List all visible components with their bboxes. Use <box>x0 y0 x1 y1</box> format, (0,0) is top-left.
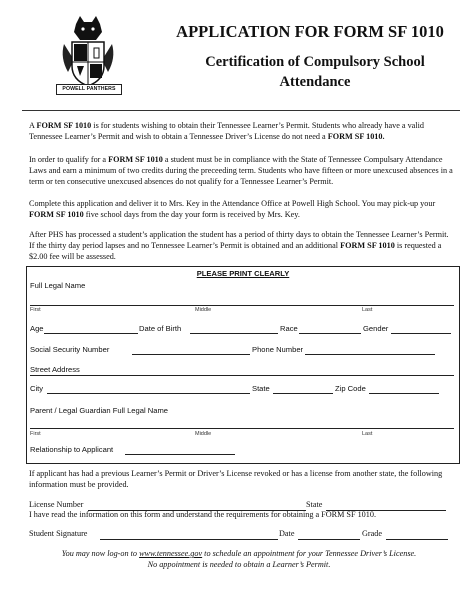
paragraph-intro <box>29 120 454 142</box>
signature-date-label: Date <box>279 529 295 538</box>
license-number-label: License Number <box>29 500 84 509</box>
date-of-birth-label: Date of Birth <box>139 324 182 333</box>
footer-note <box>20 548 458 570</box>
text: five school days from the day your form is received by Mrs. Key. <box>83 210 300 219</box>
full-legal-name-label: Full Legal Name <box>30 281 86 290</box>
street-address-label: Street Address <box>30 365 80 374</box>
license-state-label: State <box>306 500 323 509</box>
text: After PHS has processed a student’s application the student has a period of thirty days to obtain the Tennessee Learner’s Permit. If the thirty day period lapses and no Tennessee Learner’s Permit is obtained and an additional <box>29 230 449 250</box>
footer-line-2: No appointment is needed to obtain a Learner’s Permit. <box>147 560 331 569</box>
revoked-license-note: If applicant has had a previous Learner’s Permit or Driver’s License revoked or has a license from another state, the following information must be provided. <box>29 469 443 489</box>
phone-number-field[interactable] <box>305 354 435 355</box>
text-bold: FORM SF 1010 <box>36 121 92 130</box>
guardian-last-caption: Last <box>362 431 373 437</box>
text: Complete this application and deliver it to Mrs. Key in the Attendance Office at Powell High School. You may pick-up your <box>29 199 436 208</box>
page-subtitle <box>180 52 450 92</box>
zip-code-label: Zip Code <box>335 384 366 393</box>
signature-date-field[interactable] <box>298 539 360 540</box>
zip-code-field[interactable] <box>369 393 439 394</box>
city-field[interactable] <box>47 393 250 394</box>
age-field[interactable] <box>44 333 138 334</box>
paragraph-deliver <box>29 198 454 220</box>
ssn-field[interactable] <box>132 354 250 355</box>
text-bold: FORM SF 1010 <box>29 210 84 219</box>
crest-banner: POWELL PANTHERS <box>56 84 122 95</box>
guardian-name-field[interactable] <box>30 428 454 429</box>
text: You may now log-on to <box>61 549 140 558</box>
text: is for students wishing to obtain their Tennessee Learner’s Permit. Students who already have a valid Tennessee Learner’s Permit and wish to obtain a Tennessee Driver’s License do not need a <box>29 121 424 141</box>
gender-field[interactable] <box>391 333 451 334</box>
text: is requested a $2.00 fee will be assessed. <box>29 241 442 261</box>
applicant-form <box>26 266 460 464</box>
acknowledgement-text: I have read the information on this form and understand the requirements for obtaining a FORM SF 1010. <box>29 510 376 519</box>
print-clearly-heading: PLEASE PRINT CLEARLY <box>196 269 290 278</box>
race-label: Race <box>280 324 298 333</box>
state-label: State <box>252 384 270 393</box>
paragraph-thirty-days <box>29 229 454 262</box>
ssn-label: Social Security Number <box>30 345 110 354</box>
text-bold: FORM SF 1010 <box>108 155 163 164</box>
middle-name-caption: Middle <box>195 307 212 313</box>
subtitle-line-2: Attendance <box>279 74 351 90</box>
header-divider <box>22 110 460 111</box>
relationship-label: Relationship to Applicant <box>30 445 114 454</box>
gender-label: Gender <box>363 324 389 333</box>
grade-field[interactable] <box>386 539 448 540</box>
race-field[interactable] <box>299 333 361 334</box>
text: a student must be in compliance with the State of Tennessee Compulsary Attendance Laws and earn a minimum of two credits during the preceeding term. Students who have fifteen or more unexcused absences in a term or ten consecutive unexcused absences do not qualify for a Tennessee Learner’s Permit. <box>29 155 453 186</box>
guardian-name-label: Parent / Legal Guardian Full Legal Name <box>30 406 169 415</box>
phone-number-label: Phone Number <box>252 345 304 354</box>
last-name-caption: Last <box>362 307 373 313</box>
text: to schedule an appointment for your Tennessee Driver’s License. <box>202 549 417 558</box>
age-label: Age <box>30 324 44 333</box>
state-field[interactable] <box>273 393 333 394</box>
first-name-caption: First <box>30 307 41 313</box>
text: A <box>29 121 37 130</box>
paragraph-qualify <box>29 154 454 187</box>
footer-line-1 <box>20 548 458 559</box>
text-bold: FORM SF 1010. <box>327 132 385 141</box>
guardian-first-caption: First <box>30 431 41 437</box>
subtitle-line-1: Certification of Compulsory School <box>205 54 425 70</box>
student-signature-label: Student Signature <box>29 529 88 538</box>
guardian-middle-caption: Middle <box>195 431 212 437</box>
date-of-birth-field[interactable] <box>190 333 278 334</box>
street-address-field[interactable] <box>30 375 454 376</box>
grade-label: Grade <box>362 529 383 538</box>
city-label: City <box>30 384 44 393</box>
text-bold: FORM SF 1010 <box>340 241 395 250</box>
tennessee-gov-link[interactable]: www.tennessee.gov <box>139 549 203 558</box>
full-legal-name-field[interactable] <box>30 305 454 306</box>
student-signature-field[interactable] <box>100 539 278 540</box>
text: In order to qualify for a <box>29 155 109 164</box>
relationship-field[interactable] <box>125 454 235 455</box>
page-title: APPLICATION FOR FORM SF 1010 <box>176 22 444 41</box>
